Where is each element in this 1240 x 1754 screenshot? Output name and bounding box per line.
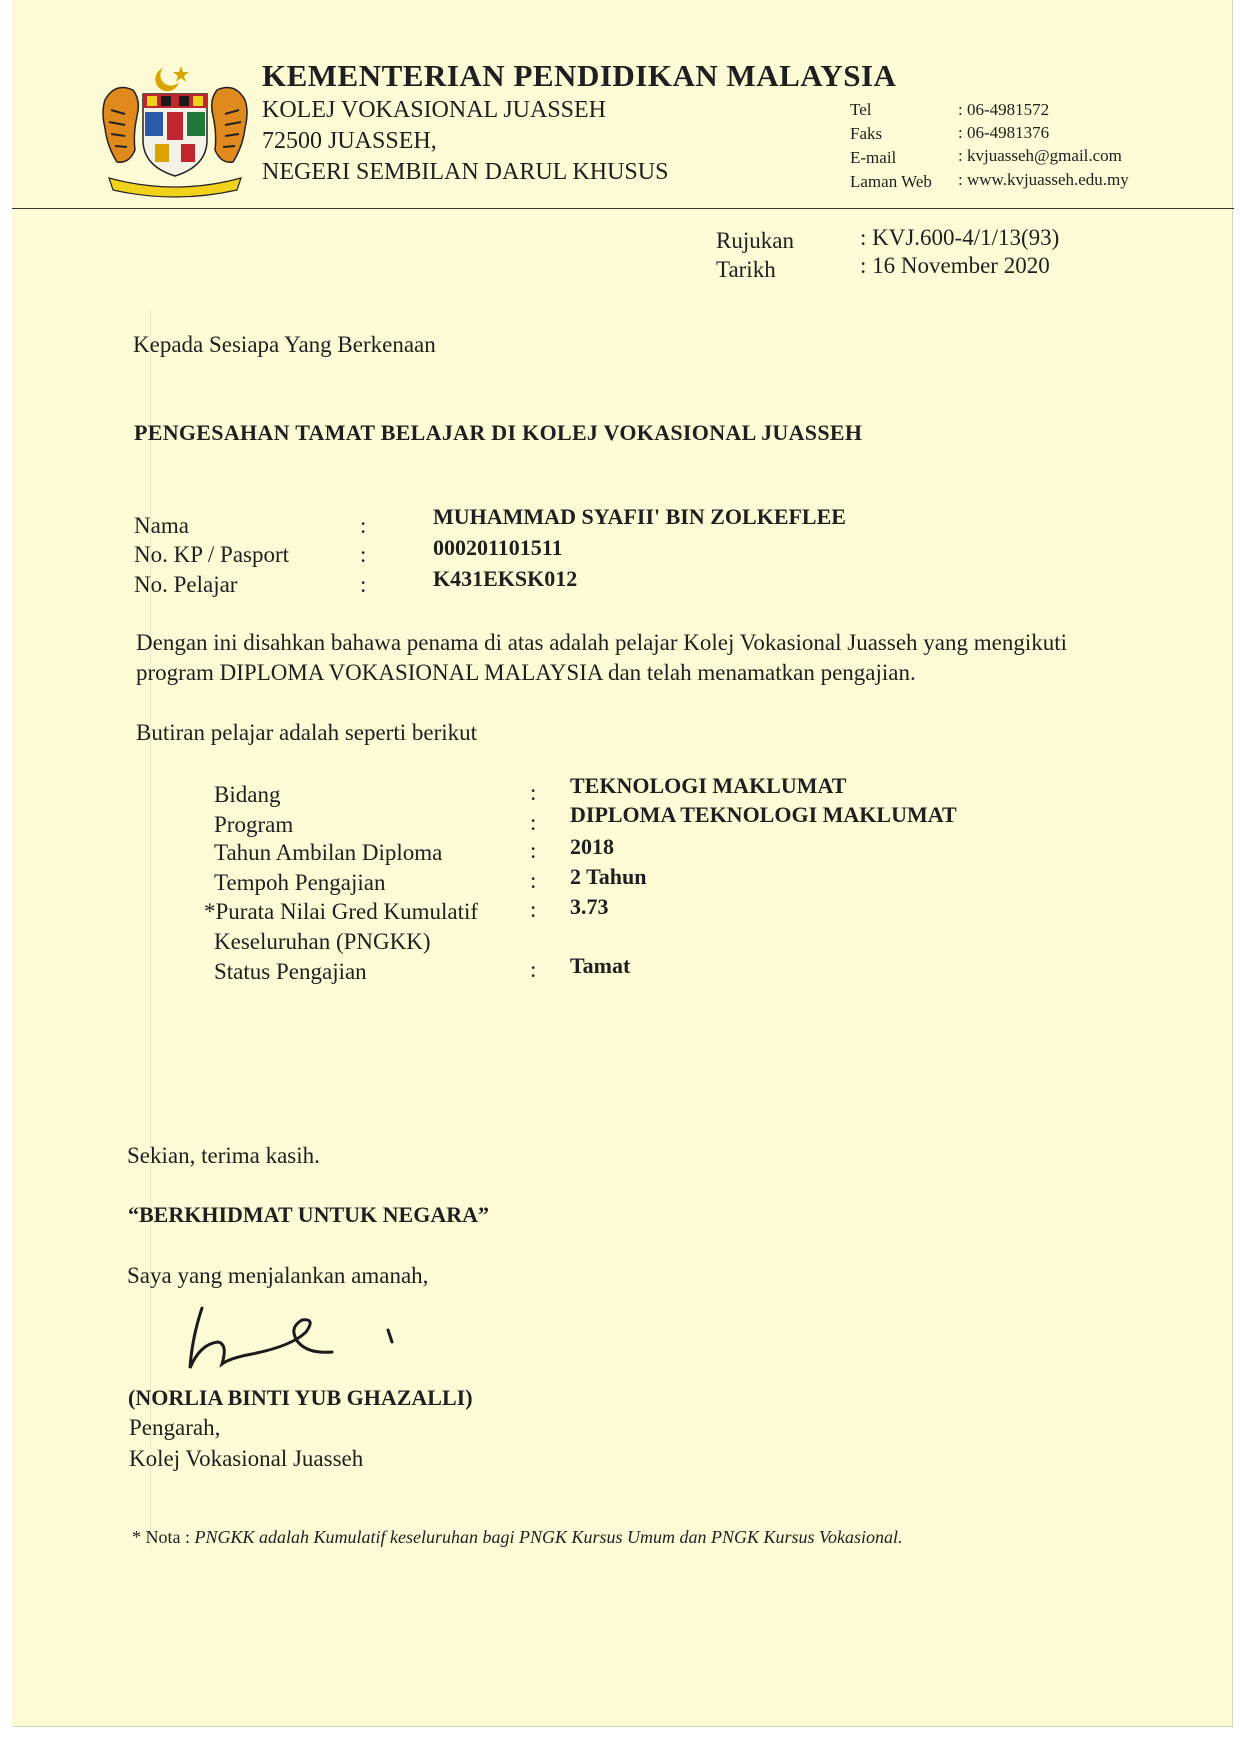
detail-label: Bidang <box>214 782 281 807</box>
detail-value: 3.73 <box>570 894 609 919</box>
header-divider <box>12 208 1234 209</box>
detail-value: Tamat <box>570 953 631 978</box>
contact-label: Laman Web <box>850 172 932 191</box>
detail-label: Tahun Ambilan Diploma <box>214 840 443 865</box>
student-colon: : <box>360 542 367 567</box>
detail-label: Status Pengajian <box>214 959 367 984</box>
student-colon: : <box>360 572 367 597</box>
contact-value: : kvjuasseh@gmail.com <box>958 146 1122 165</box>
signature-icon <box>180 1298 410 1388</box>
contact-label: Faks <box>850 124 883 143</box>
paragraph-line: Dengan ini disahkan bahawa penama di atas adalah pelajar Kolej Vokasional Juasseh yang mengikuti <box>136 630 1068 655</box>
student-ic: 000201101511 <box>433 535 563 560</box>
detail-value: TEKNOLOGI MAKLUMAT <box>570 773 847 798</box>
detail-label: Keseluruhan (PNGKK) <box>214 929 431 954</box>
details-intro: Butiran pelajar adalah seperti berikut <box>136 720 478 745</box>
student-label: Nama <box>134 513 189 538</box>
detail-colon: : <box>530 868 537 893</box>
detail-colon: : <box>530 780 537 805</box>
salutation: Kepada Sesiapa Yang Berkenaan <box>133 332 436 357</box>
tarikh-label: Tarikh <box>716 257 776 282</box>
ministry-name: KEMENTERIAN PENDIDIKAN MALAYSIA <box>262 58 897 93</box>
trust-line: Saya yang menjalankan amanah, <box>127 1263 429 1288</box>
tarikh-value: : 16 November 2020 <box>860 253 1050 278</box>
rujukan-value: : KVJ.600-4/1/13(93) <box>860 225 1060 250</box>
detail-colon: : <box>530 897 537 922</box>
detail-colon: : <box>530 838 537 863</box>
college-name: KOLEJ VOKASIONAL JUASSEH <box>262 97 607 123</box>
scan-fold-line <box>150 310 151 1550</box>
closing-line: Sekian, terima kasih. <box>127 1143 320 1168</box>
contact-label: Tel <box>850 100 872 119</box>
student-label: No. KP / Pasport <box>134 542 290 567</box>
contact-value: : 06-4981376 <box>958 123 1050 142</box>
detail-value: 2 Tahun <box>570 864 647 889</box>
student-number: K431EKSK012 <box>433 566 578 591</box>
signatory-position: Pengarah, <box>129 1415 221 1440</box>
signatory-institution: Kolej Vokasional Juasseh <box>129 1446 364 1471</box>
contact-value: : 06-4981572 <box>958 100 1050 119</box>
detail-label: *Purata Nilai Gred Kumulatif <box>204 899 479 924</box>
student-colon: : <box>360 513 367 538</box>
detail-label: Tempoh Pengajian <box>214 870 386 895</box>
footnote <box>132 1527 903 1548</box>
signatory-name: (NORLIA BINTI YUB GHAZALLI) <box>128 1385 473 1410</box>
student-label: No. Pelajar <box>134 572 238 597</box>
letter-subject: PENGESAHAN TAMAT BELAJAR DI KOLEJ VOKASIONAL JUASSEH <box>134 420 863 445</box>
paragraph-line: program DIPLOMA VOKASIONAL MALAYSIA dan telah menamatkan pengajian. <box>136 660 916 685</box>
crest-icon <box>95 60 255 200</box>
detail-value: 2018 <box>570 834 614 859</box>
postcode-town: 72500 JUASSEH, <box>262 128 437 154</box>
state-name: NEGERI SEMBILAN DARUL KHUSUS <box>262 159 669 185</box>
footnote-prefix: * Nota : <box>132 1527 195 1547</box>
contact-label: E-mail <box>850 148 897 167</box>
detail-label: Program <box>214 812 294 837</box>
detail-colon: : <box>530 810 537 835</box>
motto: “BERKHIDMAT UNTUK NEGARA” <box>128 1202 489 1227</box>
contact-value: : www.kvjuasseh.edu.my <box>958 170 1129 189</box>
detail-value: DIPLOMA TEKNOLOGI MAKLUMAT <box>570 802 957 827</box>
detail-colon: : <box>530 957 537 982</box>
student-name: MUHAMMAD SYAFII' BIN ZOLKEFLEE <box>433 504 846 529</box>
rujukan-label: Rujukan <box>716 228 794 253</box>
footnote-text: PNGKK adalah Kumulatif keseluruhan bagi PNGK Kursus Umum dan PNGK Kursus Vokasional. <box>194 1527 903 1547</box>
